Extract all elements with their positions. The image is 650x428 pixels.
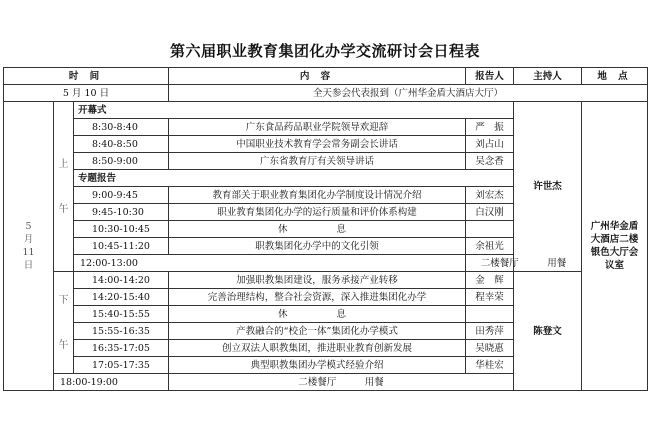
lunch-row: 12:00-13:00 二楼餐厅 用餐 — [4, 255, 648, 272]
report-title: 专题报告 — [74, 170, 514, 187]
header-reporter: 报告人 — [466, 68, 514, 85]
venue: 广州华金盾大酒店二楼银色大厅会议室 — [582, 102, 648, 391]
table-row: 10:45-11:20 职教集团化办学中的文化引领 余祖光 — [4, 238, 648, 255]
table-row: 9:00-9:45 教育部关于职业教育集团化办学制度设计情况介绍 刘宏杰 — [4, 187, 648, 204]
header-row — [4, 68, 648, 85]
table-row: 17:05-17:35 典型职教集团办学模式经验介绍 华桂宏 — [4, 357, 648, 374]
host-morning: 许世杰 — [514, 102, 582, 272]
table-row: 9:45-10:30 职业教育集团化办学的运行质量和评价体系构建 白汉刚 — [4, 204, 648, 221]
header-host: 主持人 — [514, 68, 582, 85]
table-row: 15:55-16:35 产教融合的“校企一体”集团化办学模式 田秀萍 — [4, 323, 648, 340]
opening-title-row — [4, 102, 648, 119]
table-row: 8:50-9:00 广东省教育厅有关领导讲话 吴念香 — [4, 153, 648, 170]
header-venue: 地 点 — [582, 68, 648, 85]
opening-title: 开幕式 — [74, 102, 514, 119]
day1-content: 全天参会代表报到（广州华金盾大酒店大厅） — [169, 85, 648, 102]
schedule-table — [3, 67, 648, 391]
table-row: 14:20-15:40 完善治理结构，整合社会资源，深入推进集团化办学 程幸荣 — [4, 289, 648, 306]
afternoon-label: 下 午 — [54, 272, 74, 374]
table-row: 15:40-15:55 休 息 — [4, 306, 648, 323]
table-row: 10:30-10:45 休 息 — [4, 221, 648, 238]
table-row: 16:35-17:05 创立双法人职教集团，推进职业教育创新发展 吴晓惠 — [4, 340, 648, 357]
table-row: 下 午 14:00-14:20 加强职教集团建设，服务承接产业转移 金 辉 陈登文 — [4, 272, 648, 289]
day1-date: 5 月 10 日 — [4, 85, 169, 102]
day1-row — [4, 85, 648, 102]
morning-label: 上 午 — [54, 102, 74, 272]
header-content: 内 容 — [169, 68, 466, 85]
table-row: 8:40-8:50 中国职业技术教育学会常务副会长讲话 刘占山 — [4, 136, 648, 153]
table-row: 8:30-8:40 广东食品药品职业学院领导欢迎辞 严 振 — [4, 119, 648, 136]
day2-date: 5 月 11 日 — [4, 102, 54, 391]
header-time: 时 间 — [4, 68, 169, 85]
dinner-row: 18:00-19:00 二楼餐厅 用餐 — [4, 374, 648, 391]
page-title: 第六届职业教育集团化办学交流研讨会日程表 — [169, 42, 480, 60]
host-afternoon: 陈登文 — [514, 272, 582, 391]
